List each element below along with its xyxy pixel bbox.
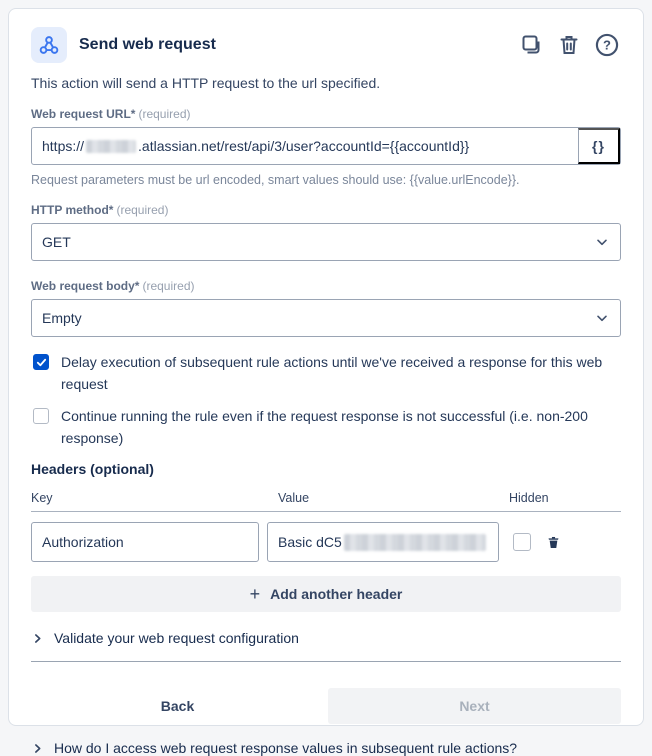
add-header-button[interactable]: + Add another header [31,576,621,612]
delay-checkbox[interactable] [33,354,49,370]
help-icon[interactable] [593,31,621,59]
response-help-label: How do I access web request response values in subsequent rule actions? [54,740,518,756]
webhook-icon [31,27,67,63]
delete-button[interactable] [555,31,583,59]
continue-checkbox-label[interactable]: Continue running the rule even if the request response is not successful (i.e. non-200 response) [61,408,588,446]
headers-section-title: Headers (optional) [31,461,154,477]
header-key-input[interactable] [31,522,259,562]
url-field-label: Web request URL* (required) [31,107,191,121]
url-helper-text: Request parameters must be url encoded, smart values should use: {{value.urlEncode}}. [31,173,520,187]
required-hint: (required) [138,107,191,121]
smart-value-button[interactable]: {} [578,128,620,164]
delay-checkbox-row [31,351,621,395]
validate-expander[interactable] [31,630,621,662]
help-glyph: ? [603,37,611,53]
column-header-key: Key [31,491,53,505]
chevron-right-icon [31,742,44,755]
plus-icon: + [249,583,261,604]
redacted-token [344,534,486,551]
required-hint: (required) [142,279,195,293]
header-value-input[interactable]: Basic dC5 [267,522,499,562]
chevron-down-icon [594,234,610,250]
required-hint: (required) [116,203,169,217]
panel-header [31,25,621,65]
hidden-checkbox[interactable] [513,533,531,551]
request-body-select[interactable] [31,299,621,337]
headers-column-row [31,491,621,512]
http-method-value: GET [42,234,71,250]
chevron-right-icon [31,632,44,645]
continue-checkbox[interactable] [33,408,49,424]
response-help-expander[interactable] [31,740,621,756]
redacted-site-name [86,140,136,153]
back-button[interactable]: Back [31,688,324,724]
next-button[interactable]: Next [328,688,621,724]
footer-buttons [31,688,621,724]
duplicate-button[interactable] [517,31,545,59]
action-description: This action will send a HTTP request to the url specified. [31,75,381,91]
header-row [31,522,621,562]
url-value: https:// .atlassian.net/rest/api/3/user?accountId={{accountId}} [42,138,470,154]
column-header-hidden: Hidden [509,491,549,505]
page-title: Send web request [79,36,216,53]
body-field-label: Web request body* (required) [31,279,195,293]
delete-header-row-button[interactable] [545,534,562,551]
send-web-request-panel [8,8,644,756]
method-field-label: HTTP method* (required) [31,203,169,217]
column-header-value: Value [278,491,310,505]
request-body-value: Empty [42,310,82,326]
continue-checkbox-row [31,405,621,449]
http-method-select[interactable] [31,223,621,261]
web-request-url-input[interactable] [31,127,621,165]
chevron-down-icon [594,310,610,326]
delay-checkbox-label[interactable]: Delay execution of subsequent rule actions until we've received a response for this web request [61,354,603,392]
validate-expander-label: Validate your web request configuration [54,630,299,646]
